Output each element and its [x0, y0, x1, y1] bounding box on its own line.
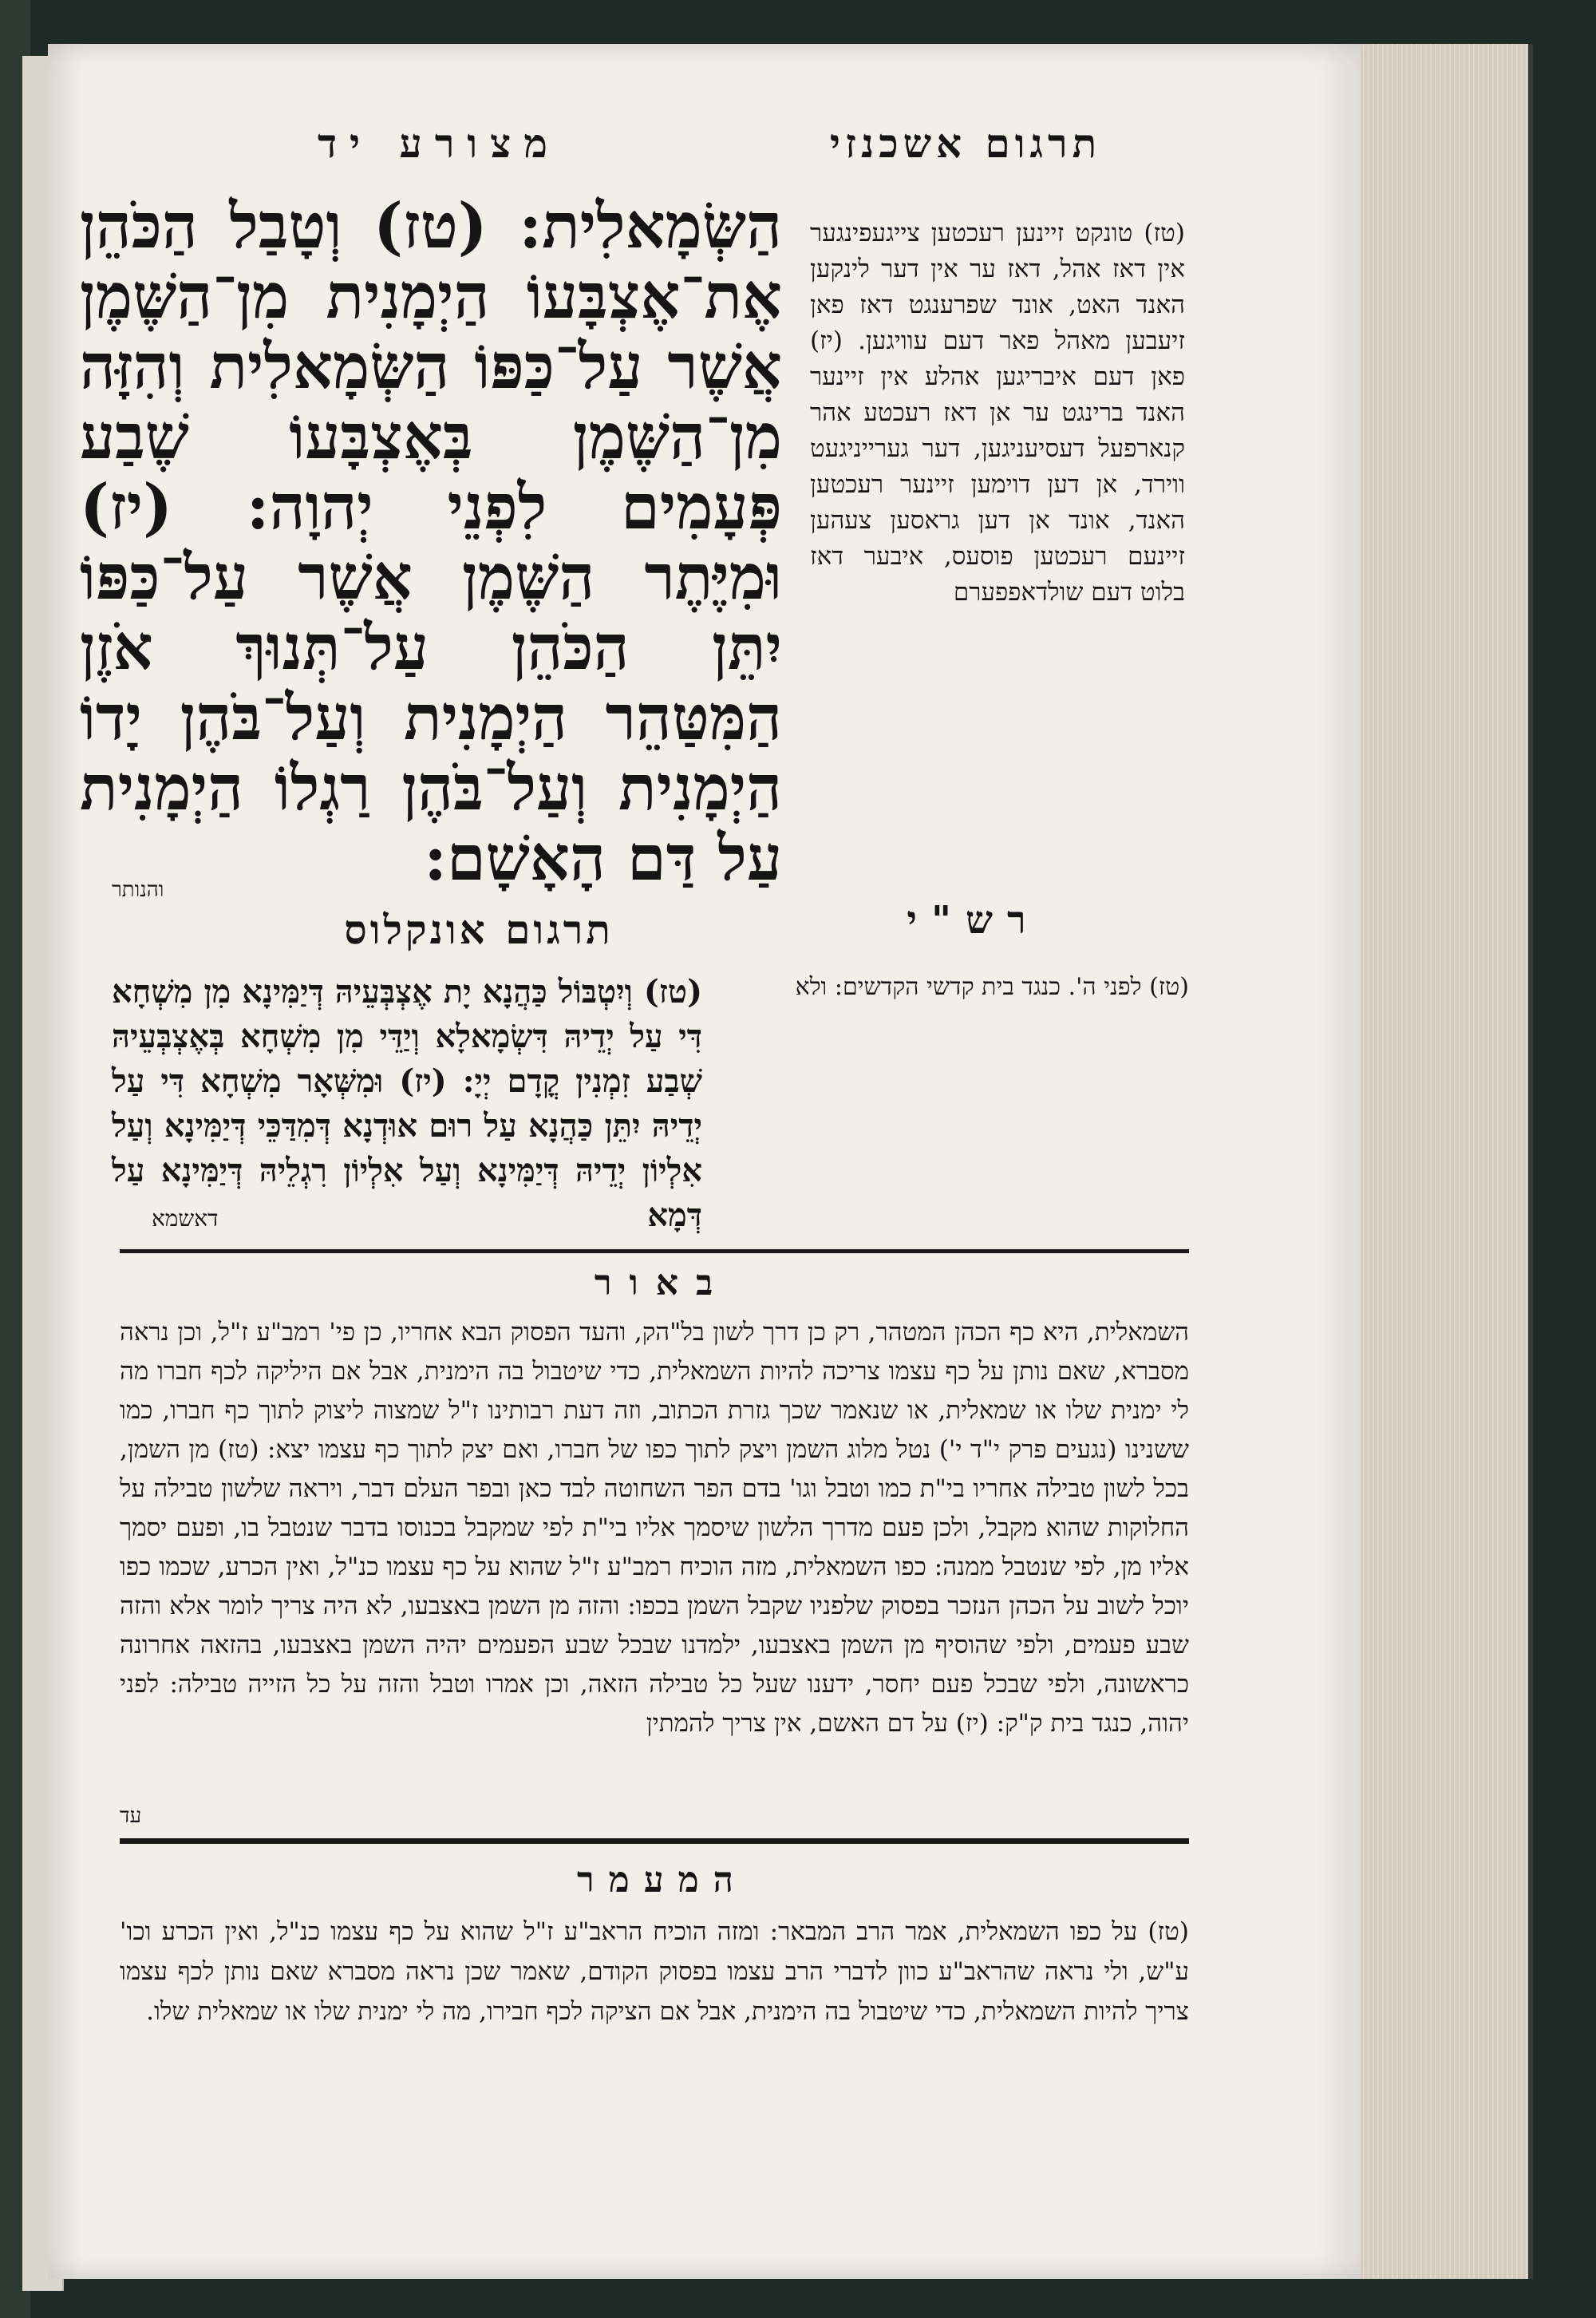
page-block-edges: [1361, 44, 1533, 2279]
header-biur: באור: [594, 1263, 731, 1303]
divider-line: [120, 1838, 1189, 1844]
catchword-torah: והנותר: [112, 878, 164, 902]
biur-commentary: השמאלית, היא כף הכהן המטהר, רק כן דרך לשון בל"הק, והעד הפסוק הבא אחריו, כן פי' רמב"ע ז"ל, וכן נראה מסברא, שאם נותן על כף עצמו צריכה להיות השמאלית, כדי שיטבול בה הימנית, אבל אם היליקה לכף חברו מה לי ימנית שלו או שמאלית, או שנאמר שכך גזרת הכתוב, וזה דעת רבותינו ז"ל שמצוה ליצוק לתוך כף חברו, כמו ששנינו (נגעים פרק י"ד י') נטל מלוג השמן ויצק לתוך כפו של חברו, ואם יצק לתוך כף עצמו יצא: (טז) מן השמן, בכל לשון טבילה אחריו בי"ת כמו וטבל וגו' בדם הפר השחוטה לבד כאן ובפר העלם דבר, ויראה שלשון טבילה על החלוקות שהוא מקבל, ולכן פעם מדרך הלשון שיסמך אליו בי"ת לפי שמקבל בכנוסו בדבר שנטבל בו, ופעם יסמך אליו מן, לפי שנטבל ממנה: כפו השמאלית, מזה הוכיח רמב"ע ז"ל שהוא על כף עצמו כנ"ל, ואין הכרע, שכמו כפו יוכל לשוב על הכהן הנזכר בפסוק שלפניו שקבל השמן בכפו: והזה מן השמן באצבעו, לא היה צריך לומר אלא והזה שבע פעמים, ולפי שהוסיף מן השמן באצבעו, ילמדנו שבכל שבע הפעמים יהיה השמן באצבעו, בהזאה אחרונה כראשונה, ולפי שבכל פעם יחסר, ידענו שעל כל טבילה הזאה, וכן אמרו וטבל והזה על כל הזייה טבילה: לפני יהוה, כנגד בית ק"ק: (יז) על דם האשם, אין צריך להמתין: [120, 1318, 1189, 1738]
header-parasha: מצורע יד: [317, 120, 561, 167]
catchword-biur: עד: [120, 1804, 142, 1828]
header-rashi: רש"י: [907, 898, 1041, 943]
rashi-commentary: (טז) לפני ה'. כנגד בית קדשי הקדשים: ולא: [795, 973, 1189, 1001]
divider-line: [120, 1249, 1189, 1253]
header-targum-ashkenazi: תרגום אשכנזי: [829, 120, 1102, 167]
torah-text: הַשְּׂמָאלִית: (טז) וְטָבַל הַכֹּהֵן אֶת־אֶצְבָּעוֹ הַיְמָנִית מִן־הַשֶּׁמֶן אֲשֶׁר עַל־כַּפּוֹ הַשְּׂמָאלִית וְהִזָּה מִן־הַשֶּׁמֶן בְּאֶצְבָּעוֹ שֶׁבַע פְּעָמִים לִפְנֵי יְהוָה: (יז) וּמִיֶּתֶר הַשֶּׁמֶן אֲשֶׁר עַל־כַּפּוֹ יִתֵּן הַכֹּהֵן עַל־תְּנוּךְ אֹזֶן הַמִּטַּהֵר הַיְמָנִית וְעַל־בֹּהֶן יָדוֹ הַיְמָנִית וְעַל־בֹּהֶן רַגְלוֹ הַיְמָנִית עַל דַּם הָאָשָׁם:: [80, 190, 782, 895]
catchword-onkelos: דאשמא: [152, 1205, 219, 1232]
yiddish-translation: (טז) טונקט זיינען רעכטען צייגעפינגער אין דאז אהל, דאז ער אין דער לינקען האנד האט, אונד שפרענגט דאז פאן זיעבען מאהל פאר דעם עוויגען. (יז) פאן דעם איבריגען אהלע אין זיינער האנד ברינגט ער אן דאז רעכטע אהר קנארפעל דעסיעניגען, דער גערייניגעט ווירד, אן דען דוימען זיינער רעכטען האנד, אונד אן דען גראסען צעהען זיינעם רעכטען פוסעס, איבער דאז בלוט דעם שולדאפפערם: [810, 219, 1185, 607]
header-onkelos: תרגום אונקלוס: [344, 906, 614, 953]
hameamer-commentary: (טז) על כפו השמאלית, אמר הרב המבאר: ומזה הוכיח הראב"ע ז"ל שהוא על כף עצמו כנ"ל, ואין הכרע וכו' ע"ש, ולי נראה שהראב"ע כוון לדברי הרב עצמו בפסוק הקודם, שאמר שכן נראה מסברא שאם נותן לכף עצמו צריך להיות השמאלית, כדי שיטבול בה הימנית, אבל אם הציקה לכף חבירו, מה לי ימנית שלו או שמאלית שלו.: [120, 1917, 1189, 2026]
header-hameamer: המעמר: [577, 1860, 748, 1901]
onkelos-text: (טז) וְיִטְבּוֹל כַּהֲנָא יָת אֶצְבְּעֵיהּ דְּיַמִּינָא מִן מִשְׁחָא דִּי עַל יְדֵיהּ דִּשְׂמָאלָא וְיַדֵּי מִן מִשְׁחָא בְּאֶצְבְּעֵיהּ שְׁבַע זִמְנִין קֳדָם יְיָ: (יז) וּמִשְּׁאָר מִשְׁחָא דִּי עַל יְדֵיהּ יִתֵּן כַּהֲנָא עַל רוּם אוּדְנָא דְּמִדַּכֵּי דְּיַמִּינָא וְעַל אִלְיוֹן יְדֵיהּ דְּיַמִּינָא וְעַל אִלְיוֹן רִגְלֵיהּ דְּיַמִּינָא עַל דְּמָא: [112, 973, 703, 1234]
